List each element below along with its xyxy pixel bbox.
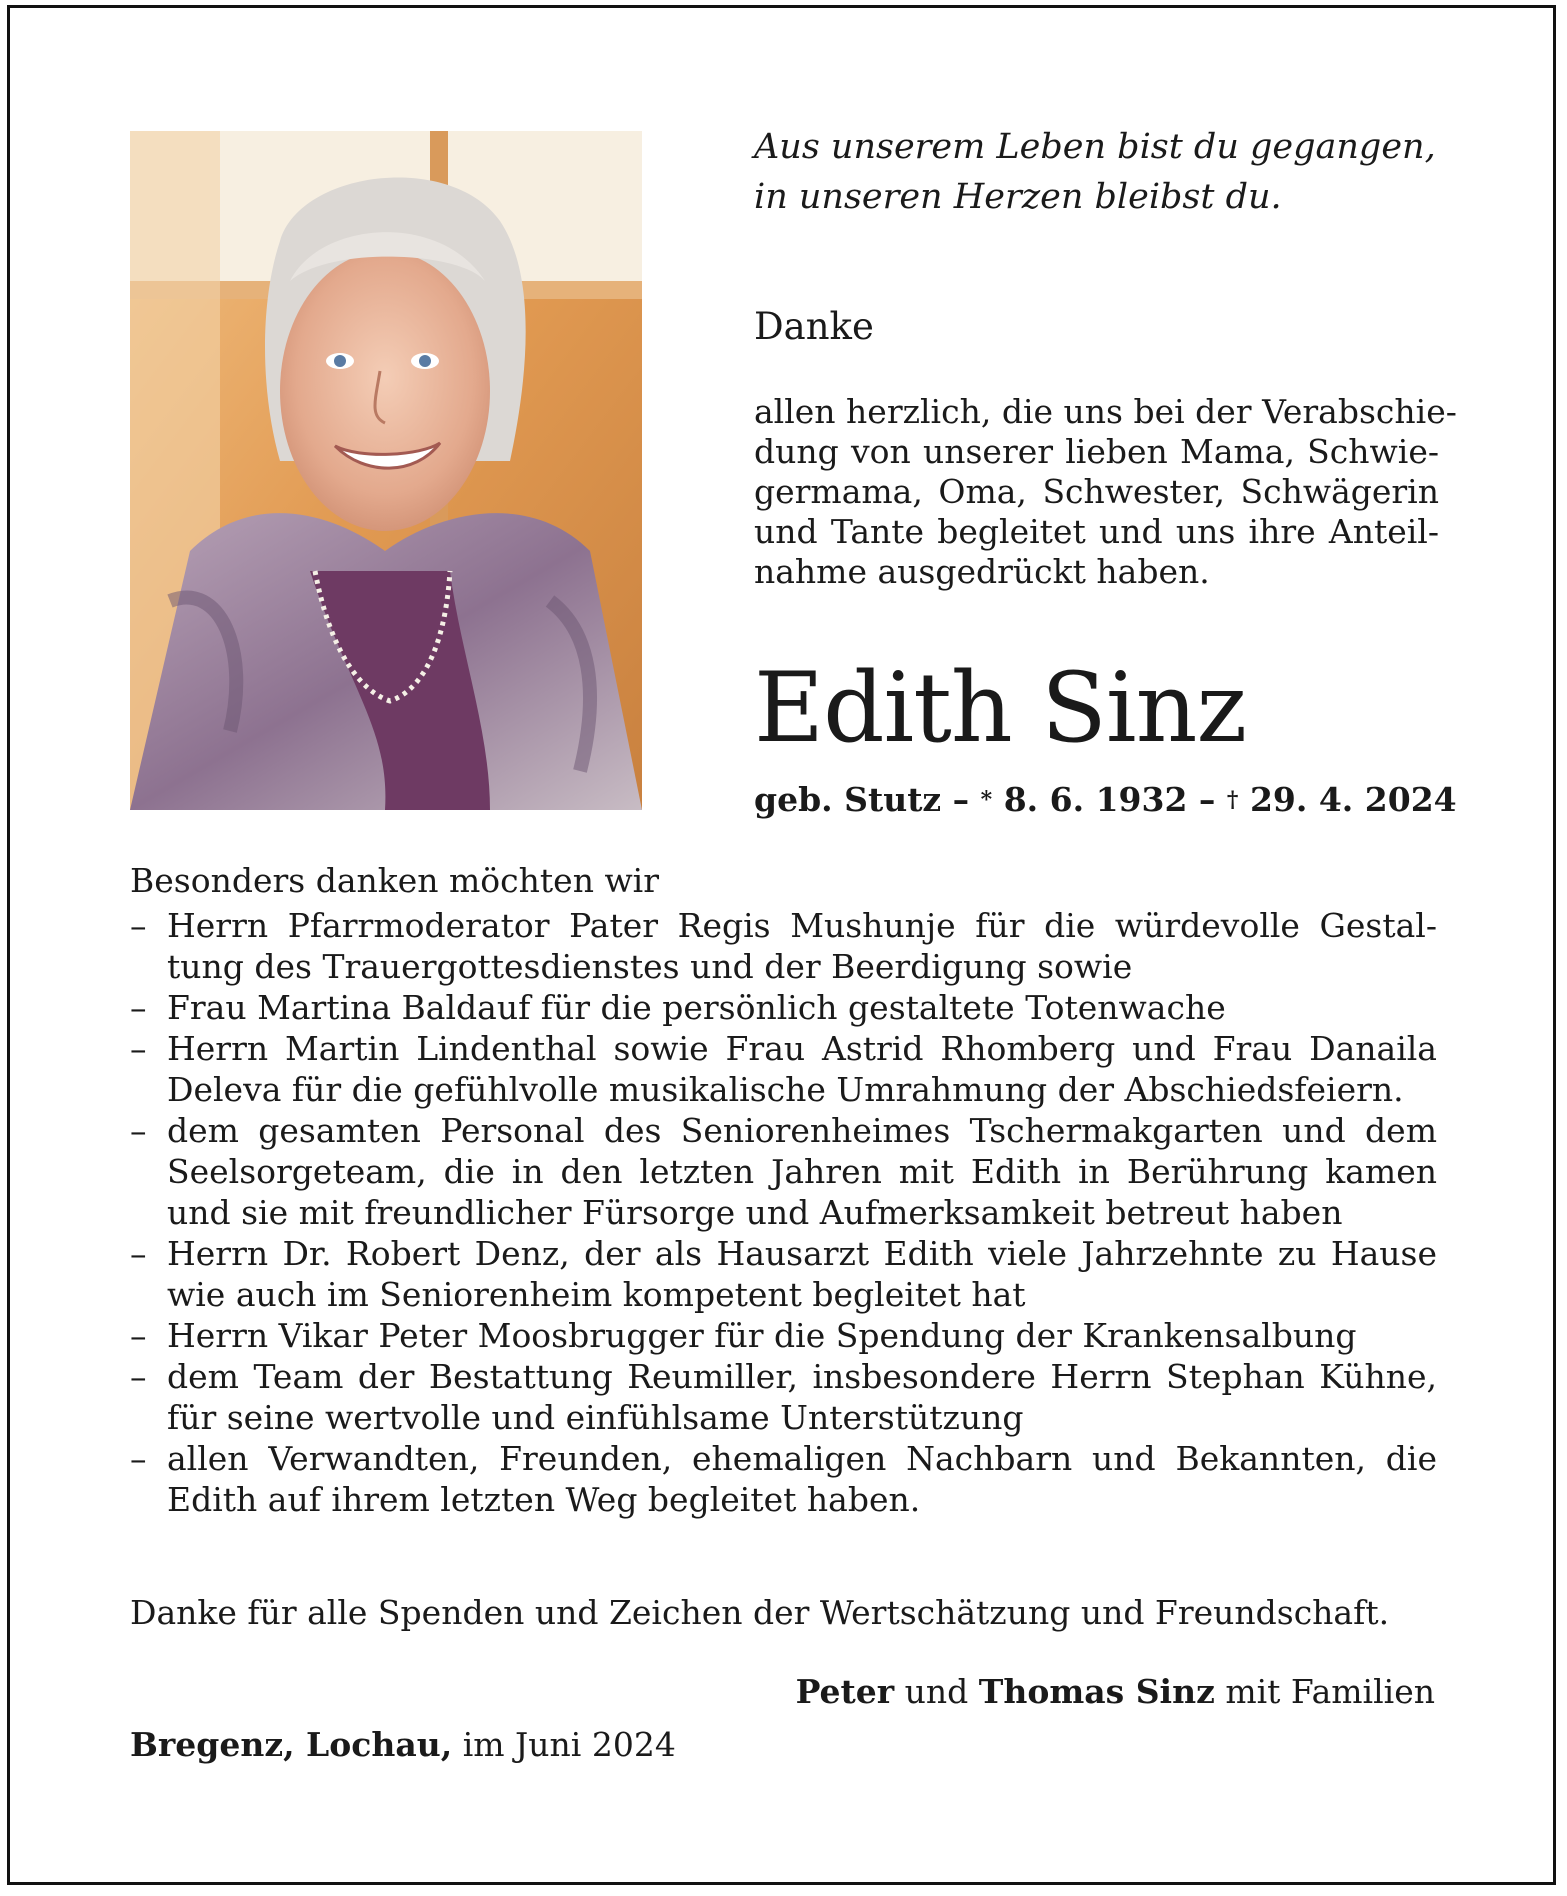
thanks-list-item: [130, 1028, 1437, 1110]
thanks-line: nahme ausgedrückt haben.: [754, 552, 1210, 591]
thanks-list-line: und sie mit freundlicher Fürsorge und Aufmerksamkeit betreut haben: [167, 1193, 1343, 1232]
special-thanks: [130, 860, 1437, 1520]
birth-name: geb. Stutz: [754, 780, 942, 819]
dash-marker: –: [130, 1357, 147, 1396]
place-month: im Juni 2024: [462, 1725, 676, 1764]
dash-marker: –: [130, 1439, 147, 1478]
thanks-list-line: dem gesamten Personal des Seniorenheimes Tschermakgarten und dem: [167, 1111, 1437, 1150]
thanks-list-line: Herrn Pfarrmoderator Pater Regis Mushunje für die würdevolle Gestal-: [167, 906, 1437, 945]
thanks-list-line: für seine wertvolle und einfühlsame Unterstützung: [167, 1398, 1024, 1437]
thanks-list-item: [130, 1110, 1437, 1233]
special-thanks-list: [130, 905, 1437, 1520]
quote-line-1: Aus unserem Leben bist du gegangen,: [754, 127, 1436, 167]
dash-marker: –: [130, 1316, 147, 1355]
dash-marker: –: [130, 1029, 147, 1068]
signature: [796, 1667, 1435, 1717]
death-date: 29. 4. 2024: [1249, 780, 1457, 819]
born-symbol: *: [980, 787, 993, 813]
quote-line-2: in unseren Herzen bleibst du.: [754, 177, 1282, 217]
portrait-photo: [130, 131, 642, 810]
thanks-list-line: Herrn Vikar Peter Moosbrugger für die Spendung der Krankensalbung: [167, 1316, 1357, 1355]
thanks-list-item: [130, 987, 1437, 1028]
thanks-list-line: dem Team der Bestattung Reumiller, insbesondere Herrn Stephan Kühne,: [167, 1357, 1437, 1396]
thanks-list-item: [130, 1438, 1437, 1520]
dash-marker: –: [130, 906, 147, 945]
thanks-line: allen herzlich, die uns bei der Verabschie-: [754, 392, 1457, 431]
special-thanks-intro: Besonders danken möchten wir: [130, 861, 660, 900]
dash-marker: –: [130, 988, 147, 1027]
thanks-list-line: Deleva für die gefühlvolle musikalische Umrahmung der Abschiedsfeiern.: [167, 1070, 1404, 1109]
died-symbol: †: [1226, 787, 1239, 813]
life-dates: geb. Stutz – * 8. 6. 1932 – † 29. 4. 2024: [754, 780, 1457, 819]
thanks-list-line: allen Verwandten, Freunden, ehemaligen Nachbarn und Bekannten, die: [167, 1439, 1437, 1478]
thanks-list-item: [130, 1356, 1437, 1438]
birth-date: 8. 6. 1932: [1003, 780, 1188, 819]
thanks-paragraph: [754, 392, 1457, 592]
thanks-list-line: Seelsorgeteam, die in den letzten Jahren mit Edith in Berührung kamen: [167, 1152, 1437, 1191]
thanks-list-line: Herrn Dr. Robert Denz, der als Hausarzt Edith viele Jahrzehnte zu Hause: [167, 1234, 1437, 1273]
signature-name-1: Peter: [795, 1672, 895, 1711]
thanks-line: dung von unserer lieben Mama, Schwie-: [754, 432, 1439, 471]
thanks-list-line: Frau Martina Baldauf für die persönlich gestaltete Totenwache: [167, 988, 1226, 1027]
thanks-list-item: [130, 905, 1437, 987]
thanks-list-line: wie auch im Seniorenheim kompetent begleitet hat: [167, 1275, 1026, 1314]
place-location: Bregenz, Lochau,: [130, 1725, 453, 1764]
thanks-list-item: [130, 1233, 1437, 1315]
thanks-line: und Tante begleitet und uns ihre Anteil-: [754, 512, 1439, 551]
thanks-list-line: Edith auf ihrem letzten Weg begleitet haben.: [167, 1480, 921, 1519]
memorial-quote: [754, 122, 1454, 222]
thanks-heading: Danke: [754, 305, 874, 348]
place-date: [130, 1720, 676, 1770]
thanks-list-line: Herrn Martin Lindenthal sowie Frau Astrid Rhomberg und Frau Danaila: [167, 1029, 1437, 1068]
signature-connector: und: [904, 1672, 969, 1711]
signature-name-2: Thomas Sinz: [978, 1672, 1215, 1711]
deceased-name: Edith Sinz: [754, 652, 1247, 764]
signature-suffix: mit Familien: [1225, 1672, 1435, 1711]
dash-marker: –: [130, 1234, 147, 1273]
dash-marker: –: [130, 1111, 147, 1150]
closing-line: Danke für alle Spenden und Zeichen der Wertschätzung und Freundschaft.: [130, 1593, 1390, 1632]
thanks-list-item: [130, 1315, 1437, 1356]
thanks-line: germama, Oma, Schwester, Schwägerin: [754, 472, 1439, 511]
thanks-list-line: tung des Trauergottesdienstes und der Beerdigung sowie: [167, 947, 1133, 986]
